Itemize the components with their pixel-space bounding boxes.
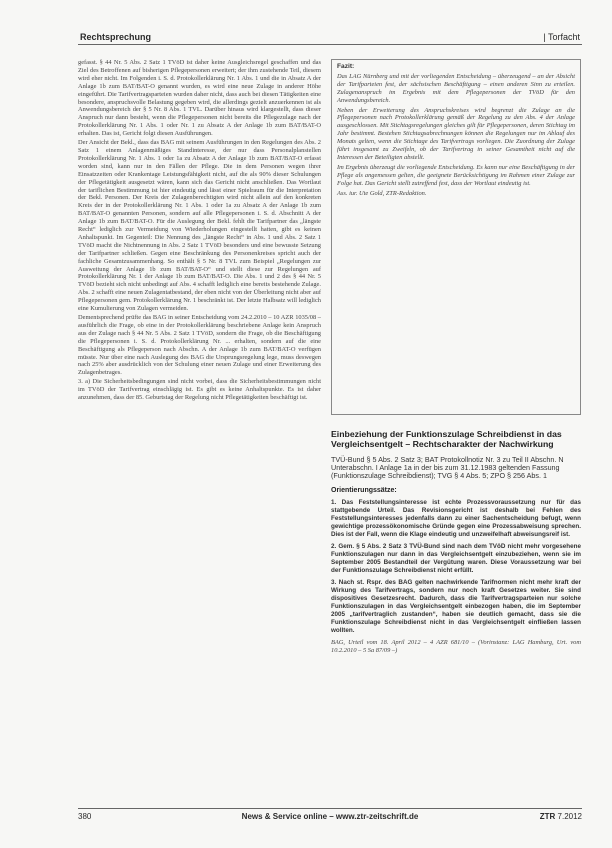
fazit-paragraph: Das LAG Nürnberg und mit der vorliegenden Entscheidung – überzeugend – an der Absicht der Tarifparteien fest, der sächsischen Beschäftigung – einen anderen Sinn zu erteilen. Zulagenanspruch im Ergebnis mit dem Pflegepersonen der TVöD für den Anwendungsbereich. xyxy=(337,72,575,104)
section-heading: Einbeziehung der Funktionszulage Schreibdienst in das Vergleichsentgelt – Rechtscharakter der Nachwirkung xyxy=(331,429,562,450)
fazit-box xyxy=(331,59,581,415)
page-footer xyxy=(78,808,582,821)
norm-references: TVÜ-Bund § 5 Abs. 2 Satz 3; BAT Protokollnotiz Nr. 3 zu Teil II Abschn. N Unterabschn. I Anlage 1a in der bis zum 31.12.1983 geltenden Fassung (Funktionszulage Schreibdienst); TVG § 4 Abs. 5; ZPO § 256 Abs. 1 xyxy=(331,454,564,481)
journal-issue xyxy=(540,812,582,821)
issue-number: 7.2012 xyxy=(557,812,582,821)
body-paragraph: 3. a) Die Sicherheitsbedingungen sind nicht vorbei, dass die Sicherheitsbestimmungen nicht im TVöD der Tarifvertrag einschlägig ist. Es gibt es keine Anhaltspunkte. Es ist daher anzunehmen, dass der 85. Geburtstag der Regelung nicht Pflegetätigkeiten beschäftigt ist. xyxy=(78,378,321,402)
fazit-title: Fazit: xyxy=(337,63,355,70)
right-column xyxy=(331,59,581,655)
court-citation: BAG, Urteil vom 18. April 2012 – 4 AZR 681/10 – (Vorinstanz: LAG Hamburg, Urt. vom 10.2.2010 – 5 Sa 87/09 –) xyxy=(331,638,581,654)
body-paragraph: Der Ansicht der Bekl., dass das BAG mit seinem Ausführungen in den Regelungen des Abs. 2 Satz 1 einem Anlagenmäßiges Standinteresse, der nur dass Personalplanstellen Protokollerklärung Nr. 1 Abs. 1 oder 1a zu Absatz A der Anlage 1b zum BAT/BAT-O erfasst worden sind, kann nur in den Fällen der Pflege. Die in dem Personen wegen ihrer Einsatzzeiten oder Krankentage Leistungsfähigkeit nicht, auf die als 90% dieser Schulungen der Pflegetätigkeit ausgesetzt wären, kann sich das Gericht nicht anschließen. Das Wortlaut der tariflichen Bestimmung ist hier eindeutig und lässt einer Spielraum für die Interpretation der Bekl. Personen. Der Kreis der Zulagenberechtigten wird nicht allein auf den konkreten Kreis der in der Protokollerklärung Nr. 1 Abs. 1 oder 1a zu Absatz A der Anlage 1b zum BAT/BAT-O genannten Personen, sondern auf alle Pflegepersonen i. S. d. Abschnitt A der Anlage 1b zum BAT/BAT-O. Für die Auslegung der Bekl. fehlt die Tarifpartner das „längste Recht“ lediglich zur Vermeidung von Wiederholungen eingestellt hatten, gibt es keinen Anhaltspunkt. Im Gegenteil: Die Nennung des „längste Recht“ in Abs. 1 und Abs. 2 Satz 1 TVöD macht die Nichtnennung in Abs. 2 Satz 1 TVöD besonders und eine bewusste Setzung der Tarifpartner schließen. Gegen eine Beschränkung des Personenkreises spricht auch der fachliche Gesamtzusammenhang. So enthält § 5 Nr. 8 TVL zum Beispiel „Regelungen zur Ausweitung der Anlage 1b zum BAT/BAT-O“ und stellt diese zur Regelungen auf Protokollerklärung Nr. 1 der Anlage 1b zum BAT/BAT-O. Die Abs. 1 und 2 des § 44 Nr. 5 TVöD bezieht sich nicht unbedingt auf Abs. 4 schafft lediglich eine bereits bestehende Zulage. Abs. 2 schafft eine neuen Zulagentatbestand, der eben nicht von der Überleitung nicht aber auf Pflegepersonen gem. Protokollerklärung Nr. 1 beschränkt ist. Der letzte Halbsatz will lediglich eine Kumulierung von Zulagen vermeiden. xyxy=(78,139,321,313)
left-column xyxy=(78,59,321,795)
running-header xyxy=(78,30,582,45)
fazit-author: Ass. iur. Ute Gold, ZTR-Redaktion. xyxy=(337,189,427,197)
orientation-item: 2. Gem. § 5 Abs. 2 Satz 3 TVÜ-Bund sind nach dem TVöD nicht mehr vorgesehene Funktionszulagen nur dann in das Vergleichsentgelt einzubeziehen, wenn sie im September 2005 Bestandteil der Vergütung waren. Diese Voraussetzung war bei der Funktionszulage Schreibdienst nicht erfüllt. xyxy=(331,542,581,574)
fazit-paragraph: Im Ergebnis überzeugt die vorliegende Entscheidung. Es kann nur eine Beschäftigung in der Pflege als angemessen gelten, die geeignete Berücksichtigung im Rahmen einer Zulage zur Folge hat. Das Gericht stellt zutreffend fest, dass der Wortlaut eindeutig ist. xyxy=(337,163,575,187)
body-paragraph: Dementsprechend prüfte das BAG in seiner Entscheidung vom 24.2.2010 – 10 AZR 1035/08 – ausführlich die Frage, ob eine in der Protokollerklärung beschriebene Anlage kein Anspruch aus der Zulage nach § 44 Nr. 5 Abs. 2 Satz 1 TVöD, sondern die Frage, ob die Beschäftigung die Pflegepersonen i. S. d. Protokollerklärung Nr. ... erhalten, sondern auf die eine Beschäftigung als Pflegeperson nach Abschn. A der Anlage 1b zum BAT/BAT-O verfügen müsste. Nur über eine nach Auslegung des BAG die Ursprungsregelung lege, muss deswegen nach 25% aber ausdrücklich von der Schulung einer neuen Zulage und einer Erweiterung des Zulagenbetrages. xyxy=(78,314,321,377)
body-paragraph: gefasst. § 44 Nr. 5 Abs. 2 Satz 1 TVöD ist daher keine Ausgleichsregel geschaffen und das Ziel des Betroffenen auf bisherigen Pflegepersonen erweitert; der ihm zustehende Teil, diesem wird eher nicht. Im Folgenden i. S. d. Protokollerklärung Nr. 1 Abs. 1 und die in Absatz A der Anlage 1b zum BAT/BAT-O genannt wurden, es wird eine neue Zulage in anderer Höhe eingeführt. Die Tarifvertragsparteien wurden daher nicht, dass auch bei diesen Tätigkeiten eine besondere, anspruchsvolle Belastung gegeben wird, die allerdings gezielt anzuerkennen ist als Anwendungsbereich der § 5 Nr. 8 Abs. 1 TVL. Darüber hinaus wird klargestellt, dass dieser Anspruch nur dann besteht, wenn die Pflegepersonen nicht bereits die Pflegezulage nach der Protokollerklärung Nr. 1 Abs. 1 oder Nr. 1 zu Absatz A der Anlage 1b zum BAT/BAT-O erhalten. Das ist, Gericht folgt diesen Ausführungen. xyxy=(78,59,321,138)
journal-name: ZTR xyxy=(539,812,556,821)
page-number: 380 xyxy=(78,812,92,821)
orientation-label: Orientierungssätze: xyxy=(331,486,397,494)
section-label: Rechtsprechung xyxy=(80,32,152,42)
orientation-item: 3. Nach st. Rspr. des BAG gelten nachwirkende Tarifnormen nicht mehr kraft der Wirkung des Tarifvertrags, sondern nur noch kraft Gesetzes weiter. Sie sind dispositives Gesetzesrecht. Dadurch, dass die Tarifvertragsparteien nur solche Funktionszulagen in das Vergleichsentgelt einbezogen haben, die im September 2005 „tarifvertraglich zustanden“, haben sie deutlich gemacht, dass sie die Funktionszulage Schreibdienst nicht in das Vergleichsentgelt einfließen lassen wollten. xyxy=(331,578,581,634)
orientation-item: 1. Das Feststellungsinteresse ist echte Prozessvoraussetzung nur für das stattgebende Urteil. Das Revisionsgericht ist deshalb bei Fehlen des Feststellungsinteresses jedenfalls dann zu einer Sachentscheidung befugt, wenn gewichtige prozessökonomische Gründe gegen eine Prozessabweisung sprechen. Dies ist der Fall, wenn die Klage eindeutig und unzweifelhaft abweisungsreif ist. xyxy=(331,498,581,538)
footer-website: News & Service online – www.ztr-zeitschrift.de xyxy=(241,812,419,821)
fazit-paragraph: Neben der Erweiterung des Anspruchskreises wird begrenzt die Zulage an die Pflegepersonen nach Protokollerklärung gemäß der Regelung zu den Abs. 4 der Anlage ausgeschlossen. Mit Stichtagsregelungen gleiches gilt für Pflegepersonen, deren Stichtag im Jahr bestimmt. Bestehen Stichtagsabrechnungen können die Regelungen nur im Ablauf des Monats gelten, wenn die Stichtage des Tarifvertrags vorliegen. Die Zuordnung der Zulage führt insgesamt zu Zweifeln, ob der Tarifvertrag in seiner Gesamtheit nicht auf die Interessen der Beteiligten abstellt. xyxy=(337,106,575,161)
author-label: | Torfacht xyxy=(543,32,580,42)
